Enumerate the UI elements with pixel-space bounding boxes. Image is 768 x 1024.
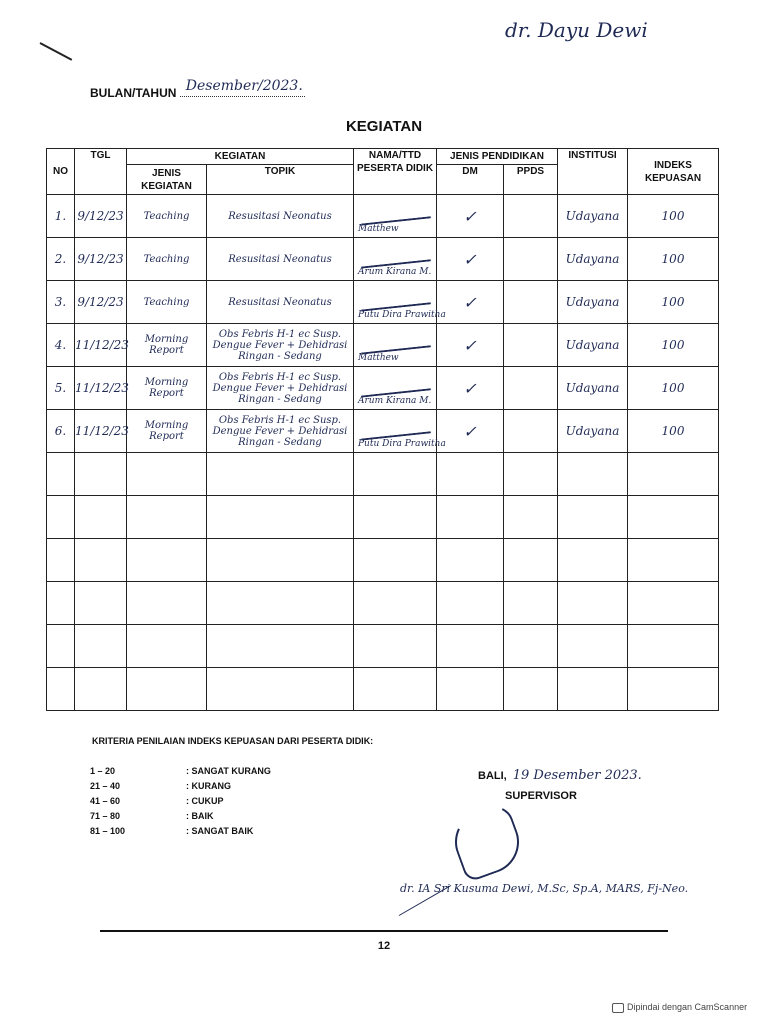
header-tgl: TGL [75, 149, 127, 195]
cell-topik [207, 281, 354, 324]
cell-tgl [75, 195, 127, 238]
empty-cell [628, 668, 719, 711]
handwritten-header-name: dr. Dayu Dewi [505, 18, 648, 42]
cell-tgl [75, 410, 127, 453]
empty-cell [558, 668, 628, 711]
participant-name: Matthew [358, 224, 399, 234]
kriteria-item [90, 796, 224, 806]
cell-no [47, 367, 75, 410]
empty-cell [75, 625, 127, 668]
empty-table-row [47, 453, 719, 496]
cell-no [47, 281, 75, 324]
cell-indeks-value: 100 [661, 209, 685, 223]
cell-nama-ttd [354, 367, 437, 410]
cell-institusi [558, 281, 628, 324]
kriteria-label: : BAIK [186, 811, 214, 821]
cell-indeks-value: 100 [661, 381, 685, 395]
cell-indeks-value: 100 [661, 252, 685, 266]
participant-signature [354, 368, 436, 408]
cell-jenis-value: Teaching [143, 210, 190, 222]
empty-cell [354, 539, 437, 582]
cell-tgl-value: 9/12/23 [77, 295, 124, 309]
empty-cell [75, 453, 127, 496]
empty-table-row [47, 496, 719, 539]
kegiatan-table [46, 148, 719, 711]
empty-cell [437, 539, 504, 582]
cell-nama-ttd [354, 324, 437, 367]
table-row [47, 410, 719, 453]
footer-divider [100, 930, 668, 932]
cell-nama-ttd [354, 238, 437, 281]
cell-jenis [127, 410, 207, 453]
cell-ppds [504, 410, 558, 453]
empty-table-row [47, 539, 719, 582]
supervisor-signature [446, 801, 528, 883]
empty-cell [354, 625, 437, 668]
cell-no [47, 324, 75, 367]
cell-institusi-value: Udayana [565, 295, 620, 309]
cell-no-value: 6. [54, 424, 67, 438]
empty-cell [558, 625, 628, 668]
cell-dm [437, 238, 504, 281]
cell-jenis-value: Morning Report [144, 377, 189, 399]
table-row [47, 281, 719, 324]
table-row [47, 238, 719, 281]
cell-topik-value: Obs Febris H-1 ec Susp. Dengue Fever + Dehidrasi Ringan - Sedang [212, 328, 348, 362]
cell-ppds [504, 238, 558, 281]
empty-cell [207, 582, 354, 625]
empty-cell [437, 496, 504, 539]
header-ppds: PPDS [504, 165, 558, 195]
cell-jenis [127, 195, 207, 238]
participant-name: Putu Dira Prawitha [358, 439, 446, 449]
empty-cell [75, 539, 127, 582]
cell-indeks [628, 324, 719, 367]
table-row [47, 324, 719, 367]
empty-cell [127, 582, 207, 625]
cell-nama-ttd [354, 410, 446, 453]
participant-name: Arum Kirana M. [358, 396, 432, 406]
empty-cell [628, 625, 719, 668]
cell-indeks [628, 410, 719, 453]
cell-jenis [127, 367, 207, 410]
empty-cell [558, 539, 628, 582]
empty-cell [558, 496, 628, 539]
signature-scribble [359, 368, 431, 397]
header-nama-ttd: NAMA/TTD PESERTA DIDIK [354, 149, 437, 195]
kriteria-label: : SANGAT BAIK [186, 826, 254, 836]
participant-name: Matthew [358, 353, 399, 363]
cell-institusi-value: Udayana [565, 209, 620, 223]
empty-cell [127, 453, 207, 496]
signature-scribble [359, 411, 431, 440]
cell-tgl-value: 9/12/23 [77, 252, 124, 266]
pen-stroke-mark [40, 42, 73, 61]
check-icon: ✓ [463, 292, 477, 312]
cell-indeks-value: 100 [661, 424, 685, 438]
check-icon: ✓ [463, 378, 477, 398]
cell-jenis-value: Morning Report [144, 334, 189, 356]
signature-scribble [359, 282, 431, 311]
cell-jenis-value: Teaching [143, 253, 190, 265]
header-jenis-pendidikan: JENIS PENDIDIKAN [437, 149, 558, 165]
empty-cell [504, 453, 558, 496]
cell-ppds [504, 281, 558, 324]
kriteria-item [90, 781, 231, 791]
kriteria-label: : SANGAT KURANG [186, 766, 271, 776]
cell-indeks-value: 100 [661, 295, 685, 309]
empty-cell [127, 496, 207, 539]
signature-scribble [359, 196, 431, 225]
cell-jenis-value: Morning Report [144, 420, 189, 442]
kriteria-range: 71 – 80 [90, 811, 121, 821]
empty-cell [628, 539, 719, 582]
cell-institusi [558, 238, 628, 281]
empty-cell [47, 453, 75, 496]
cell-no [47, 410, 75, 453]
cell-tgl [75, 281, 127, 324]
cell-no-value: 1. [54, 209, 67, 223]
empty-cell [47, 539, 75, 582]
participant-signature [354, 282, 446, 322]
signature-date: 19 Desember 2023. [512, 768, 642, 783]
cell-indeks [628, 281, 719, 324]
cell-topik [207, 324, 354, 367]
header-kegiatan: KEGIATAN [127, 149, 354, 165]
cell-topik [207, 367, 354, 410]
header-topik: TOPIK [207, 165, 354, 195]
empty-cell [558, 582, 628, 625]
camscanner-icon [612, 1003, 624, 1013]
check-icon: ✓ [463, 249, 477, 269]
kriteria-label: : KURANG [186, 781, 231, 791]
page-number: 12 [377, 940, 391, 952]
table-row [47, 367, 719, 410]
empty-cell [47, 496, 75, 539]
cell-tgl-value: 11/12/23 [75, 338, 129, 352]
empty-cell [75, 582, 127, 625]
cell-no [47, 195, 75, 238]
cell-institusi [558, 195, 628, 238]
kriteria-label: : CUKUP [186, 796, 224, 806]
kriteria-range: 1 – 20 [90, 766, 116, 776]
empty-cell [127, 625, 207, 668]
cell-jenis [127, 238, 207, 281]
empty-table-row [47, 582, 719, 625]
cell-ppds [504, 367, 558, 410]
cell-institusi [558, 410, 628, 453]
cell-topik-value: Resusitasi Neonatus [228, 253, 332, 265]
check-icon: ✓ [463, 206, 477, 226]
cell-topik [207, 238, 354, 281]
empty-cell [207, 496, 354, 539]
cell-indeks-value: 100 [661, 338, 685, 352]
cell-institusi-value: Udayana [565, 424, 620, 438]
cell-nama-ttd [354, 281, 446, 324]
cell-tgl [75, 367, 127, 410]
cell-jenis [127, 324, 207, 367]
empty-cell [504, 668, 558, 711]
cell-indeks [628, 238, 719, 281]
kriteria-range: 41 – 60 [90, 796, 121, 806]
empty-cell [558, 453, 628, 496]
bulan-tahun-field [90, 78, 305, 100]
empty-cell [127, 539, 207, 582]
bulan-tahun-dotted-line [180, 78, 305, 97]
bulan-tahun-label: BULAN/TAHUN [90, 86, 177, 100]
scanner-label: Dipindai dengan CamScanner [627, 1002, 748, 1012]
cell-dm [437, 195, 504, 238]
empty-cell [437, 625, 504, 668]
page-title: KEGIATAN [345, 118, 423, 135]
kriteria-range: 21 – 40 [90, 781, 121, 791]
header-indeks-kepuasan: INDEKS KEPUASAN [628, 149, 719, 195]
cell-tgl-value: 11/12/23 [75, 424, 129, 438]
empty-cell [354, 496, 437, 539]
kriteria-range: 81 – 100 [90, 826, 126, 836]
cell-dm [437, 281, 504, 324]
cell-no-value: 5. [54, 381, 67, 395]
empty-cell [628, 496, 719, 539]
empty-cell [47, 582, 75, 625]
supervisor-name: dr. IA Sri Kusuma Dewi, M.Sc, Sp.A, MARS, Fj-Neo. [400, 882, 689, 895]
cell-topik-value: Obs Febris H-1 ec Susp. Dengue Fever + Dehidrasi Ringan - Sedang [212, 371, 348, 405]
empty-cell [628, 453, 719, 496]
signature-place-date [478, 768, 642, 783]
cell-dm [437, 410, 504, 453]
cell-no [47, 238, 75, 281]
cell-institusi [558, 367, 628, 410]
cell-topik-value: Resusitasi Neonatus [228, 210, 332, 222]
cell-tgl [75, 324, 127, 367]
cell-no-value: 3. [54, 295, 67, 309]
participant-signature [354, 239, 436, 279]
empty-cell [504, 496, 558, 539]
participant-signature [354, 411, 446, 451]
header-dm: DM [437, 165, 504, 195]
signature-place: BALI, [478, 770, 507, 782]
cell-topik [207, 410, 354, 453]
empty-cell [127, 668, 207, 711]
bulan-tahun-value: Desember/2023. [185, 78, 303, 94]
empty-cell [47, 625, 75, 668]
cell-no-value: 2. [54, 252, 67, 266]
kriteria-title: KRITERIA PENILAIAN INDEKS KEPUASAN DARI PESERTA DIDIK: [92, 736, 374, 746]
empty-cell [207, 539, 354, 582]
cell-ppds [504, 324, 558, 367]
cell-no-value: 4. [54, 338, 67, 352]
cell-institusi [558, 324, 628, 367]
check-icon: ✓ [463, 421, 477, 441]
kegiatan-table-body [47, 195, 719, 711]
cell-tgl [75, 238, 127, 281]
participant-name: Putu Dira Prawitha [358, 310, 446, 320]
cell-dm [437, 367, 504, 410]
empty-cell [504, 625, 558, 668]
empty-cell [628, 582, 719, 625]
participant-signature [354, 196, 436, 236]
empty-cell [354, 582, 437, 625]
cell-dm [437, 324, 504, 367]
empty-cell [437, 582, 504, 625]
cell-institusi-value: Udayana [565, 252, 620, 266]
empty-cell [75, 668, 127, 711]
cell-institusi-value: Udayana [565, 338, 620, 352]
kriteria-item [90, 826, 253, 836]
empty-cell [354, 668, 437, 711]
kriteria-item [90, 811, 214, 821]
header-jenis-kegiatan: JENIS KEGIATAN [127, 165, 207, 195]
cell-indeks [628, 367, 719, 410]
empty-table-row [47, 625, 719, 668]
empty-cell [504, 582, 558, 625]
signature-scribble [359, 239, 431, 268]
check-icon: ✓ [463, 335, 477, 355]
empty-cell [437, 453, 504, 496]
header-no: NO [47, 149, 75, 195]
empty-cell [75, 496, 127, 539]
empty-cell [207, 625, 354, 668]
empty-cell [504, 539, 558, 582]
participant-name: Arum Kirana M. [358, 267, 432, 277]
cell-tgl-value: 9/12/23 [77, 209, 124, 223]
header-institusi: INSTITUSI [558, 149, 628, 195]
cell-tgl-value: 11/12/23 [75, 381, 129, 395]
signature-scribble [359, 325, 431, 354]
cell-topik-value: Obs Febris H-1 ec Susp. Dengue Fever + Dehidrasi Ringan - Sedang [212, 414, 348, 448]
cell-jenis-value: Teaching [143, 296, 190, 308]
cell-institusi-value: Udayana [565, 381, 620, 395]
cell-nama-ttd [354, 195, 437, 238]
kriteria-item [90, 766, 271, 776]
supervisor-label: SUPERVISOR [505, 790, 577, 802]
table-row [47, 195, 719, 238]
cell-topik [207, 195, 354, 238]
cell-topik-value: Resusitasi Neonatus [228, 296, 332, 308]
cell-jenis [127, 281, 207, 324]
empty-cell [47, 668, 75, 711]
cell-ppds [504, 195, 558, 238]
cell-indeks [628, 195, 719, 238]
empty-cell [437, 668, 504, 711]
empty-cell [354, 453, 437, 496]
participant-signature [354, 325, 436, 365]
empty-cell [207, 668, 354, 711]
empty-cell [207, 453, 354, 496]
scanner-watermark [612, 1002, 747, 1013]
empty-table-row [47, 668, 719, 711]
